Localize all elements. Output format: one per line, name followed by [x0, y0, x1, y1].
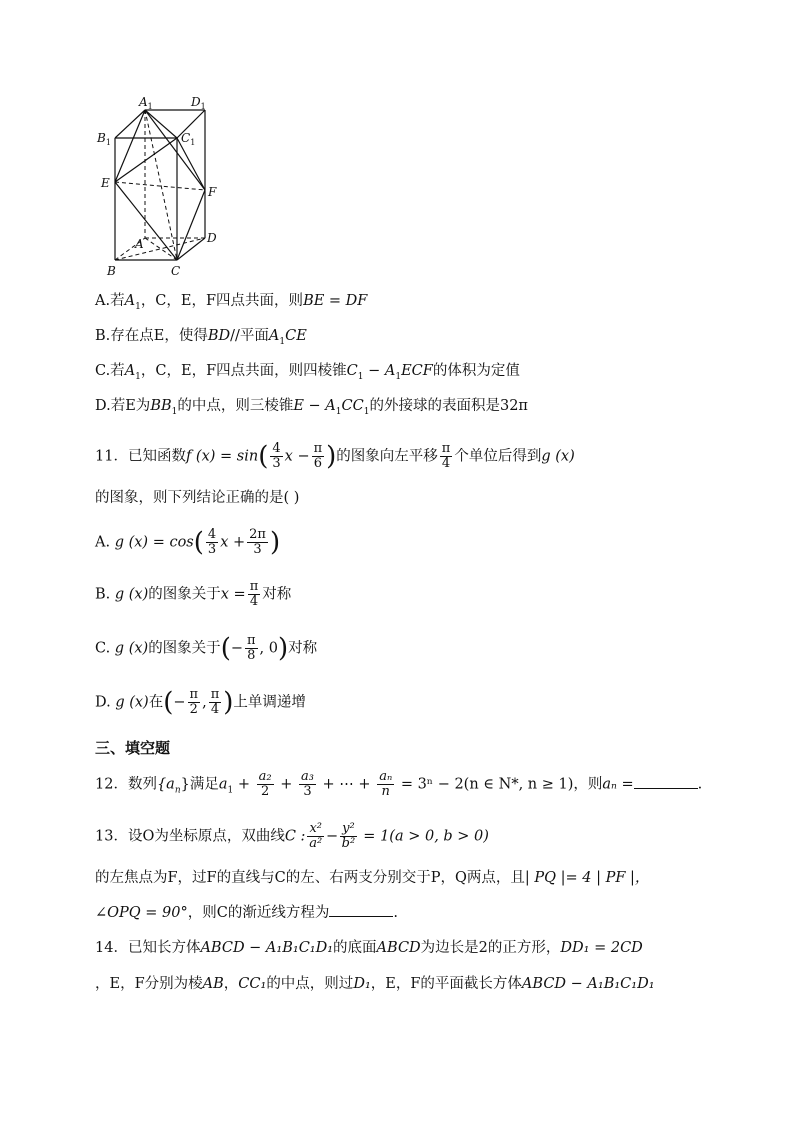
answer-blank: [329, 902, 393, 917]
q11-option-c: C. g (x)的图象关于(− $\frac{\pi}{8}$ , 0)对称: [95, 633, 318, 664]
q11-stem-line2: 的图象，则下列结论正确的是( ): [95, 490, 300, 506]
label-d: D: [207, 231, 217, 245]
q14-line2: ，E，F分别为棱AB，CC₁的中点，则过D₁，E，F的平面截长方体ABCD − A₁B₁C₁D₁: [95, 976, 655, 992]
q12: 12．数列$\{a_n\}$满足$a_1$ + $\frac{\text{a₂}}{2}$ + $\frac{\text{a₃}}{3}$ + ⋯ + $\frac{\text{aₙ}}{n}$ = 3ⁿ − 2(n ∈ N*, n ≥ 1)，则aₙ = .: [95, 769, 703, 799]
label-e: E: [101, 176, 110, 190]
label-f: F: [208, 185, 217, 199]
hidden-edge-ac: [145, 238, 177, 260]
q11-option-b: B. g (x)的图象关于x = $\frac{\pi}{4}$ 对称: [95, 579, 292, 609]
q13-line1: 13．设O为坐标原点，双曲线C : $\frac{\text{x²}}{\text{a²}}$ − $\frac{\text{y²}}{\text{b²}}$ = 1(a > 0, b > 0): [95, 821, 489, 851]
q10-option-c: C.若$A_1$，C，E，F四点共面，则四棱锥$C_1 - A_1ECF$的体积为定值: [95, 363, 520, 382]
label-c1: $C_1$: [181, 131, 196, 147]
label-a1: $A_1$: [139, 95, 153, 111]
q11-option-a: A. g (x) = cos( $\frac{4}{3}$ x + $\frac{2\pi}{3}$ ): [95, 527, 281, 558]
q10-option-a: A.若$A_1$，C，E，F四点共面，则BE = DF: [95, 293, 368, 312]
hidden-edge-ef: [115, 182, 205, 190]
label-b1: $B_1$: [97, 131, 111, 147]
label-a: A: [135, 237, 144, 251]
label-c: C: [171, 264, 181, 278]
edge-ec: [115, 182, 177, 260]
q11-option-d: D. g (x)在(− $\frac{\pi}{2}$ , $\frac{\pi}{4}$ )上单调递增: [95, 687, 306, 718]
section-heading: 三、填空题: [95, 739, 171, 757]
label-d1: $D_1$: [191, 95, 206, 111]
q14-line1: 14．已知长方体ABCD − A₁B₁C₁D₁的底面ABCD为边长是2的正方形，DD₁ = 2CD: [95, 940, 643, 956]
edge-a1f: [145, 110, 205, 190]
q11-stem: 11．已知函数f (x) = sin( $\frac{4}{3}$ x − $\frac{\pi}{6}$ )的图象向左平移 $\frac{\pi}{4}$ 个单位后得到g (x): [95, 441, 575, 472]
q13-line3: ∠OPQ = 90°，则C的渐近线方程为 .: [95, 902, 398, 923]
cuboid-figure: [95, 90, 235, 280]
q10-option-b: B.存在点E，使得BD//平面$A_1CE$: [95, 328, 307, 347]
q10-option-d: D.若E为$BB_1$的中点，则三棱锥$E - A_1CC_1$的外接球的表面积是32π: [95, 398, 528, 417]
edge-b1a1: [115, 110, 145, 138]
answer-blank: [634, 774, 698, 789]
q13-line2: 的左焦点为F，过F的直线与C的左、右两支分别交于P，Q两点，且| PQ |= 4 | PF |，: [95, 870, 650, 886]
label-b: B: [107, 264, 116, 278]
